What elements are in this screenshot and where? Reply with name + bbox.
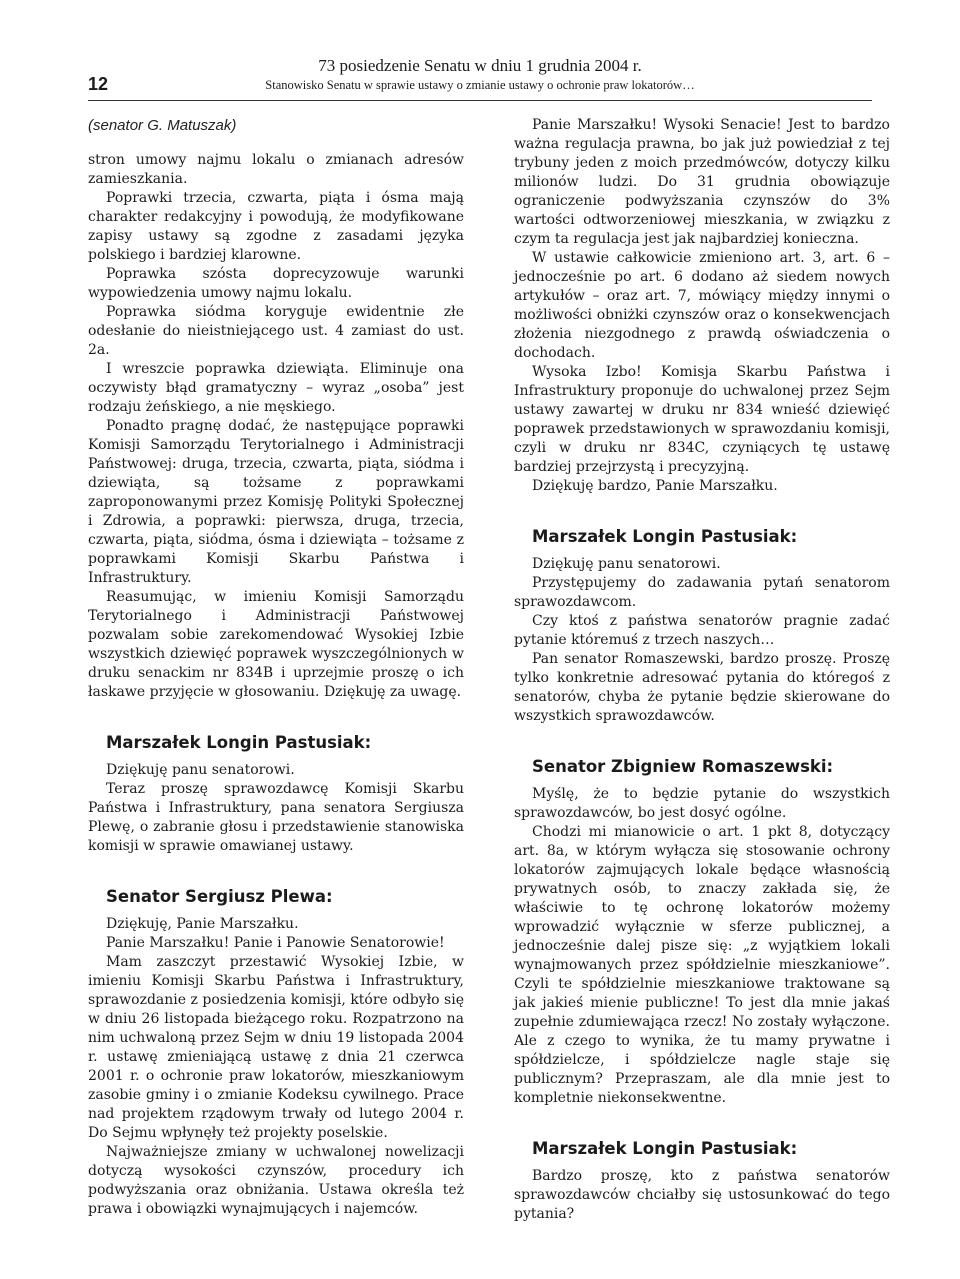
paragraph: W ustawie całkowicie zmieniono art. 3, art. 6 – jednocześnie po art. 6 dodano aż siedem nowych artykułów – oraz art. 7, mówiący między innymi o możliwości obniżki czynszów oraz o konsekwencjach złożenia niezgodnego z prawdą oświadczenia o dochodach. [514, 250, 890, 361]
speaker-heading: Marszałek Longin Pastusiak: [532, 1139, 798, 1158]
paragraph: Myślę, że to będzie pytanie do wszystkich sprawozdawców, bo jest dosyć ogólne. [514, 786, 890, 821]
paragraph: Przystępujemy do zadawania pytań senatorom sprawozdawcom. [514, 575, 890, 610]
paragraph: Najważniejsze zmiany w uchwalonej nowelizacji dotyczą wysokości czynszów, procedury ich podwyższania oraz obniżania. Ustawa określa też prawa i obowiązki wynajmujących i najemców. [88, 1144, 464, 1217]
paragraph: stron umowy najmu lokalu o zmianach adresów zamieszkania. [88, 152, 464, 187]
section-gap [88, 702, 464, 733]
paragraph: Ponadto pragnę dodać, że następujące poprawki Komisji Samorządu Terytorialnego i Administracji Państwowej: druga, trzecia, czwarta, piąta, siódma i dziewiąta, są tożsame z poprawkami zaproponowanymi przez Komisję Polityki Społecznej i Zdrowia, a poprawki: pierwsza, druga, trzecia, czwarta, piąta, siódma, ósma i dziewiąta – tożsame z poprawkami Komisji Skarbu Państwa i Infrastruktury. [88, 418, 464, 586]
paragraph: Pan senator Romaszewski, bardzo proszę. Proszę tylko konkretnie adresować pytania do któregoś z senatorów, chyba że pytanie będzie skierowane do wszystkich sprawozdawców. [514, 651, 890, 724]
paragraph: Poprawka siódma koryguje ewidentnie złe odesłanie do nieistniejącego ust. 4 zamiast do ust. 2a. [88, 304, 464, 358]
section-gap [514, 726, 890, 757]
paragraph: Czy ktoś z państwa senatorów pragnie zadać pytanie któremuś z trzech naszych… [514, 613, 890, 648]
section-gap [514, 1108, 890, 1139]
page-header [88, 56, 872, 101]
paragraph: Wysoka Izbo! Komisja Skarbu Państwa i Infrastruktury proponuje do uchwalonej przez Sejm ustawy zawartej w druku nr 834 wnieść dziewięć poprawek przedstawionych w sprawozdaniu komisji, czyli w druku nr 834C, czyniących tę ustawę bardziej przejrzystą i precyzyjną. [514, 364, 890, 475]
header-subtitle: Stanowisko Senatu w sprawie ustawy o zmianie ustawy o ochronie praw lokatorów… [265, 78, 695, 92]
paragraph: Panie Marszałku! Wysoki Senacie! Jest to bardzo ważna regulacja prawna, bo jak już powiedział z tej trybuny jeden z moich przedmówców, dotyczy kilku milionów ludzi. Do 31 grudnia obowiązuje ograniczenie podwyższania czynszów do 3% wartości odtworzeniowej mieszkania, w związku z czym ta regulacja jest jak najbardziej konieczna. [514, 117, 890, 247]
speaker-note: (senator G. Matuszak) [88, 117, 237, 134]
paragraph: Reasumując, w imieniu Komisji Samorządu Terytorialnego i Administracji Państwowej pozwalam sobie zarekomendować Wysokiej Izbie wszystkich dziewięć poprawek wyszczególnionych w druku senackim nr 834B i uprzejmie proszę o ich łaskawe przyjęcie w głosowaniu. Dziękuję za uwagę. [88, 589, 464, 700]
speaker-heading: Marszałek Longin Pastusiak: [106, 733, 372, 752]
speaker-heading: Senator Sergiusz Plewa: [106, 887, 333, 906]
paragraph: Dziękuję panu senatorowi. [532, 556, 721, 572]
paragraph: Chodzi mi mianowicie o art. 1 pkt 8, dotyczący art. 8a, w którym wyłącza się stosowanie ochrony lokatorów zajmujących lokale będące własnością prywatnych osób, to znaczy zakłada się, że właściwie to tę ochronę lokatorów możemy wprowadzić wyłącznie w sferze publicznej, a jednocześnie dalej pisze się: „z wyjątkiem lokali wynajmowanych przez spółdzielnie mieszkaniowe”. Czyli te spółdzielnie mieszkaniowe traktowane są jak jakieś mienie publiczne! To jest dla mnie jakaś zupełnie zdumiewająca rzecz! No zostały wyłączone. Ale z czego to wynika, że tu mamy prywatne i spółdzielcze, i spółdzielcze nagle staje się publicznym? Przepraszam, ale dla mnie jest to kompletnie niekonsekwentne. [514, 824, 890, 1106]
page-number: 12 [88, 74, 109, 94]
paragraph: Mam zaszczyt przestawić Wysokiej Izbie, w imieniu Komisji Skarbu Państwa i Infrastruktury, sprawozdanie z posiedzenia komisji, które odbyło się w dniu 26 listopada bieżącego roku. Rozpatrzono na nim uchwaloną przez Sejm w dniu 19 listopada 2004 r. ustawę zmieniającą ustawę z dnia 21 czerwca 2001 r. o ochronie praw lokatorów, mieszkaniowym zasobie gminy i o zmianie Kodeksu cywilnego. Prace nad projektem rządowym trwały od lutego 2004 r. Do Sejmu wpłynęły też projekty poselskie. [88, 954, 464, 1141]
paragraph: Panie Marszałku! Panie i Panowie Senatorowie! [106, 935, 445, 951]
paragraph: Dziękuję, Panie Marszałku. [106, 916, 299, 932]
right-column [514, 116, 890, 1224]
paragraph: Poprawki trzecia, czwarta, piąta i ósma mają charakter redakcyjny i powodują, że modyfikowane zapisy ustawy są zgodne z zasadami języka polskiego i bardziej klarowne. [88, 190, 464, 263]
paragraph: Dziękuję panu senatorowi. [106, 762, 295, 778]
paragraph: Poprawka szósta doprecyzowuje warunki wypowiedzenia umowy najmu lokalu. [88, 266, 464, 301]
speaker-heading: Marszałek Longin Pastusiak: [532, 527, 798, 546]
section-gap [514, 496, 890, 527]
header-title: 73 posiedzenie Senatu w dniu 1 grudnia 2004 r. [318, 56, 642, 75]
paragraph: Dziękuję bardzo, Panie Marszałku. [532, 478, 778, 494]
left-column [88, 116, 464, 1219]
paragraph: Teraz proszę sprawozdawcę Komisji Skarbu Państwa i Infrastruktury, pana senatora Sergiusza Plewę, o zabranie głosu i przedstawienie stanowiska komisji w sprawie omawianej ustawy. [88, 781, 464, 854]
speaker-heading: Senator Zbigniew Romaszewski: [532, 757, 834, 776]
section-gap [88, 856, 464, 887]
paragraph: Bardzo proszę, kto z państwa senatorów sprawozdawców chciałby się ustosunkować do tego pytania? [514, 1168, 890, 1222]
paragraph: I wreszcie poprawka dziewiąta. Eliminuje ona oczywisty błąd gramatyczny – wyraz „osoba” jest rodzaju żeńskiego, a nie męskiego. [88, 361, 464, 415]
